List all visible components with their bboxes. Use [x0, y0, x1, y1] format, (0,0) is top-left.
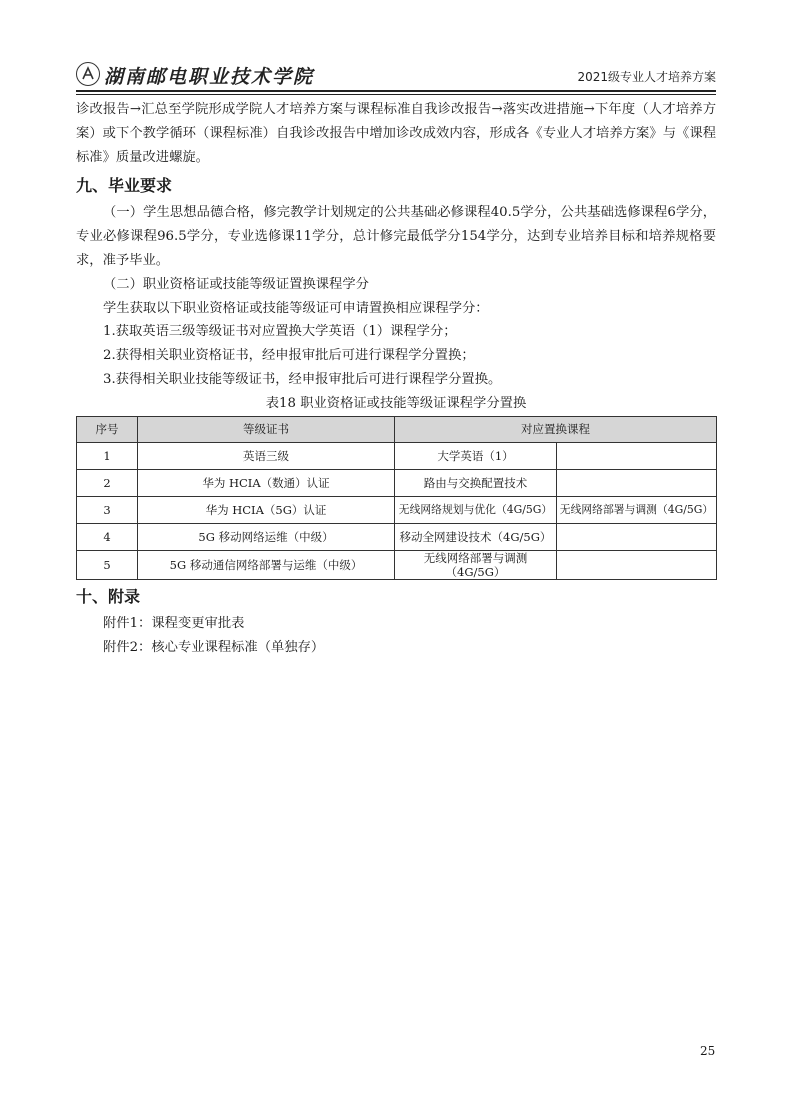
header-certificate: 等级证书: [138, 416, 395, 442]
row-course-1: 无线网络规划与优化（4G/5G）: [395, 496, 557, 523]
table-row: [77, 442, 717, 469]
header-divider-thick: [76, 90, 716, 92]
row-course-1: 路由与交换配置技术: [395, 469, 557, 496]
row-course-1: 无线网络部署与调测（4G/5G）: [395, 550, 557, 579]
row-no: 4: [77, 523, 138, 550]
table-row: [77, 550, 717, 579]
table-header-row: [77, 416, 717, 442]
page-number: 25: [700, 1044, 716, 1058]
row-no: 1: [77, 442, 138, 469]
header-divider-thin: [76, 94, 716, 95]
document-title: 2021级专业人才培养方案: [577, 70, 716, 84]
attachment-1: 附件1：课程变更审批表: [103, 615, 245, 631]
table-row: [77, 496, 717, 523]
college-name: 湖南邮电职业技术学院: [104, 66, 315, 88]
row-course-2: [557, 469, 717, 496]
row-no: 3: [77, 496, 138, 523]
graduation-requirement-para: （一）学生思想品德合格，修完教学计划规定的公共基础必修课程40.5学分，公共基础选修课程6学分，专业必修课程96.5学分，专业选修课11学分，总计修完最低学分154学分，达到专业培养目标和培养规格要求，准予毕业。: [76, 205, 716, 268]
header-no: 序号: [77, 416, 138, 442]
attachment-2: 附件2：核心专业课程标准（单独存）: [103, 639, 325, 655]
replacement-item-2: 2.获得相关职业资格证书，经申报审批后可进行课程学分置换；: [103, 348, 475, 364]
page-body: [76, 98, 716, 659]
table-caption: 表18 职业资格证或技能等级证课程学分置换: [265, 395, 527, 411]
row-certificate: 英语三级: [138, 442, 395, 469]
row-no: 5: [77, 550, 138, 579]
section-10-heading: 十、附录: [76, 586, 141, 606]
certificate-credit-table: [76, 416, 717, 580]
section-9-heading: 九、毕业要求: [76, 176, 173, 196]
row-certificate: 华为 HCIA（数通）认证: [138, 469, 395, 496]
replacement-intro: 学生获取以下职业资格证或技能等级证可申请置换相应课程学分：: [103, 300, 489, 316]
appendix-section: [76, 584, 716, 660]
row-course-2: [557, 523, 717, 550]
header-courses: 对应置换课程: [395, 416, 717, 442]
table-row: [77, 523, 717, 550]
replacement-item-3: 3.获得相关职业技能等级证书，经申报审批后可进行课程学分置换。: [103, 371, 502, 387]
row-course-1: 移动全网建设技术（4G/5G）: [395, 523, 557, 550]
row-certificate: 5G 移动通信网络部署与运维（中级）: [138, 550, 395, 579]
replacement-item-1: 1.获取英语三级等级证书对应置换大学英语（1）课程学分；: [103, 324, 457, 340]
subsection-2-title: （二）职业资格证或技能等级证置换课程学分: [103, 276, 369, 292]
row-certificate: 华为 HCIA（5G）认证: [138, 496, 395, 523]
intro-paragraph: 诊改报告→汇总至学院形成学院人才培养方案与课程标准自我诊改报告→落实改进措施→下年度（人才培养方案）或下个教学循环（课程标准）自我诊改报告中增加诊改成效内容，形成各《专业人才培养方案》与《课程标准》质量改进螺旋。: [76, 102, 716, 165]
table-row: [77, 469, 717, 496]
row-course-2: 无线网络部署与调测（4G/5G）: [557, 496, 717, 523]
row-course-2: [557, 442, 717, 469]
college-logo-icon: [76, 62, 100, 86]
page-header: [76, 60, 716, 90]
row-course-1: 大学英语（1）: [395, 442, 557, 469]
row-certificate: 5G 移动网络运维（中级）: [138, 523, 395, 550]
row-no: 2: [77, 469, 138, 496]
row-course-2: [557, 550, 717, 579]
